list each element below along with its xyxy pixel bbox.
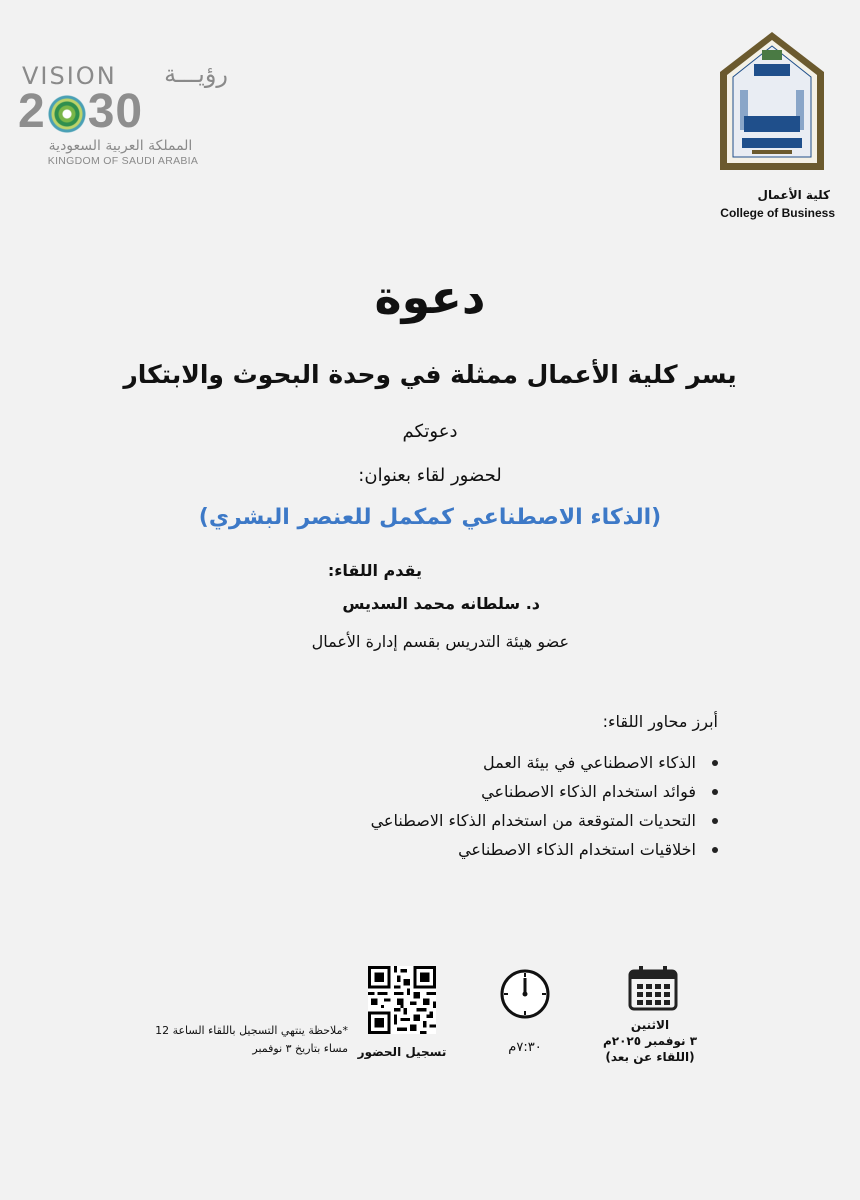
calendar-icon: [627, 965, 679, 1011]
invite-line: دعوتكم: [402, 421, 458, 442]
clock-icon: [499, 968, 551, 1020]
vision-year: 2 30: [18, 85, 144, 138]
list-item: فوائد استخدام الذكاء الاصطناعي: [371, 777, 718, 806]
kingdom-name-en: KINGDOM OF SAUDI ARABIA: [47, 155, 199, 167]
invitation-title: دعوة: [374, 270, 486, 324]
note-line-2: مساء بتاريخ ٣ نوفمبر: [252, 1042, 348, 1055]
presenter-label: يقدم اللقاء:: [327, 561, 422, 580]
meeting-topic: (الذكاء الاصطناعي كمكمل للعنصر البشري): [198, 505, 662, 530]
event-time: ٧:٣٠م: [508, 1040, 542, 1055]
list-item: الذكاء الاصطناعي في بيئة العمل: [371, 748, 718, 777]
vision-flower-icon: [47, 94, 87, 134]
axes-title: أبرز محاور اللقاء:: [602, 712, 718, 731]
registration-note: [110, 1022, 348, 1058]
kingdom-name-ar: المملكة العربية السعودية: [48, 138, 193, 154]
attend-line: لحضور لقاء بعنوان:: [358, 465, 502, 486]
presenter-role: عضو هيئة التدريس بقسم إدارة الأعمال: [311, 632, 569, 651]
list-item: التحديات المتوقعة من استخدام الذكاء الاصطناعي: [371, 806, 718, 835]
presenter-name: د. سلطانه محمد السديس: [342, 594, 540, 613]
event-mode: (اللقاء عن بعد): [605, 1050, 695, 1064]
axes-list: [371, 748, 718, 864]
bullet-icon: [712, 789, 718, 795]
bullet-icon: [712, 847, 718, 853]
event-date: ٣ نوفمبر ٢٠٢٥م: [602, 1034, 698, 1048]
bullet-icon: [712, 818, 718, 824]
bullet-icon: [712, 760, 718, 766]
vision-ar-word: رؤيـــة: [164, 60, 228, 88]
qr-code[interactable]: [368, 966, 436, 1034]
university-emblem: [712, 30, 832, 172]
college-name-en: College of Business: [720, 206, 835, 220]
register-label: تسجيل الحضور: [357, 1045, 447, 1059]
event-date-block: [590, 1017, 710, 1065]
event-day: الاثنين: [630, 1018, 670, 1032]
vision-2030-logo: [18, 60, 228, 167]
vision-en-word: VISION: [22, 62, 117, 90]
list-item: اخلاقيات استخدام الذكاء الاصطناعي: [371, 835, 718, 864]
invitation-subtitle: يسر كلية الأعمال ممثلة في وحدة البحوث والابتكار: [123, 360, 737, 389]
college-name-ar: كلية الأعمال: [757, 188, 830, 202]
note-line-1: *ملاحظة ينتهي التسجيل باللقاء الساعة 12: [155, 1024, 348, 1037]
